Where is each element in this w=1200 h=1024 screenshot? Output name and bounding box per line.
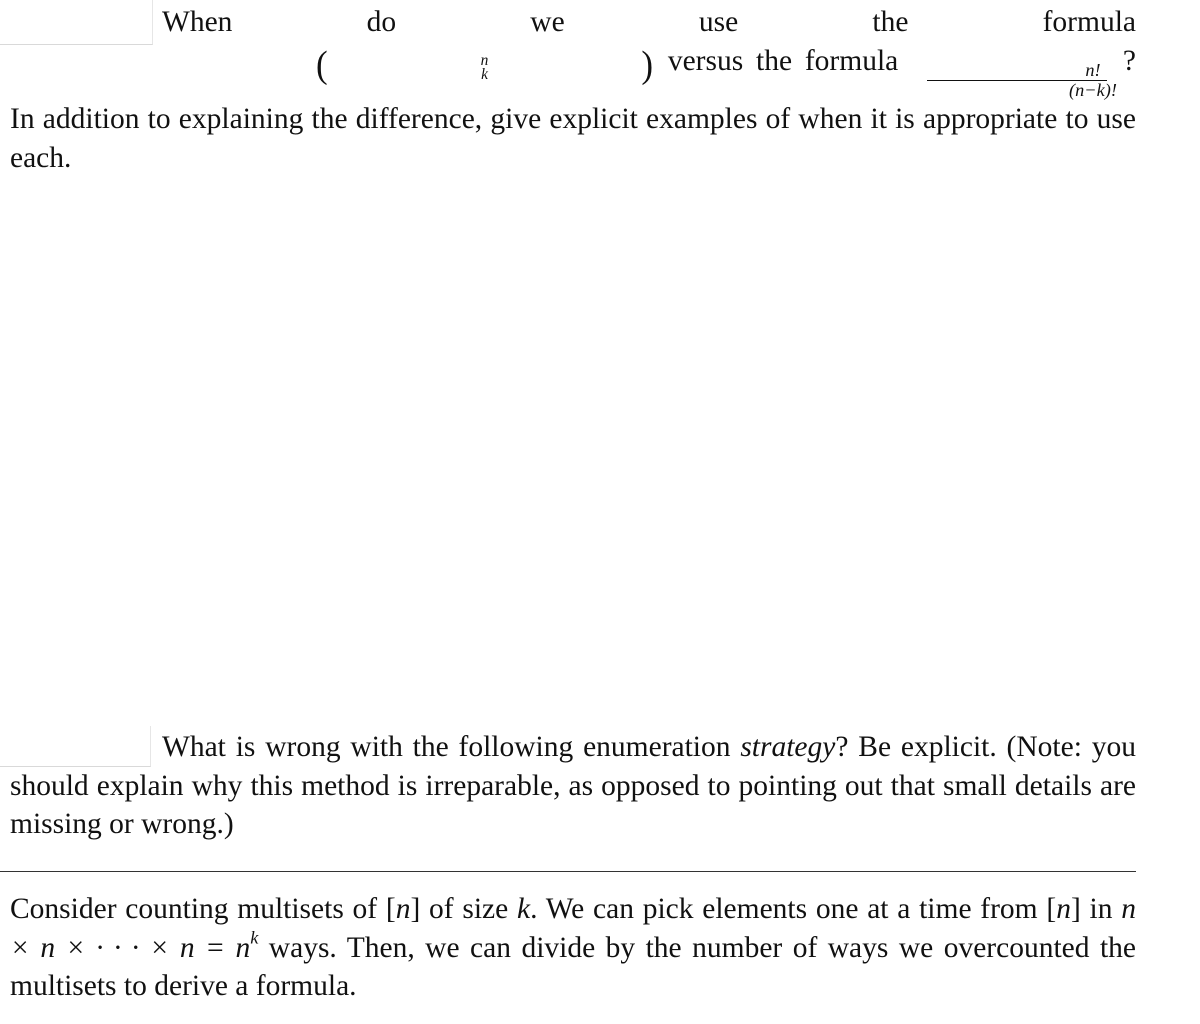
strategy-s3: . We can pick elements one at a time from [: [530, 893, 1057, 925]
falling-factorial-fraction: [915, 61, 1119, 100]
question-1-text-before: When do we use the formula: [162, 6, 1136, 38]
question-2-text-b: ? Be explicit. (Note: you should explain why this method is irreparable, as opposed to pointing out that small details are missing or wrong.): [10, 731, 1136, 840]
question-2-text-a: What is wrong with the following enumeration: [162, 731, 741, 763]
strategy-var-k-1: k: [517, 893, 531, 925]
strategy-paragraph: [10, 890, 1136, 1006]
strategy-exponent-k: k: [250, 926, 259, 947]
strategy-s5: ways. Then, we can divide by the number of ways we overcounted the multisets to derive a formula.: [10, 931, 1136, 1002]
strategy-var-n-2: n: [1056, 893, 1071, 925]
strategy-var-n-1: n: [395, 893, 411, 925]
binom-top: n: [480, 52, 489, 70]
question-1-text-after: ? In addition to explaining the difference, give explicit examples of when it is appropriate to use each.: [10, 44, 1136, 174]
question-2-emphasis: strategy: [740, 731, 836, 763]
strategy-s2: ] of size: [410, 893, 517, 925]
strategy-s1: Consider counting multisets of [: [10, 893, 396, 925]
fraction-denominator: (n−k)!: [1069, 80, 1117, 101]
strategy-s4: ] in: [1070, 893, 1122, 925]
binom-bottom: k: [481, 66, 488, 84]
strategy-product-expression: n × n × · · · × n = n: [10, 893, 1136, 964]
question-1-paragraph: [10, 3, 1136, 177]
question-2-paragraph: [10, 728, 1136, 844]
question-1-text-middle: versus the formula: [655, 44, 912, 77]
binomial-coefficient: ( n k ): [316, 43, 654, 87]
horizontal-rule: [0, 871, 1136, 872]
fraction-numerator: n!: [927, 61, 1106, 81]
